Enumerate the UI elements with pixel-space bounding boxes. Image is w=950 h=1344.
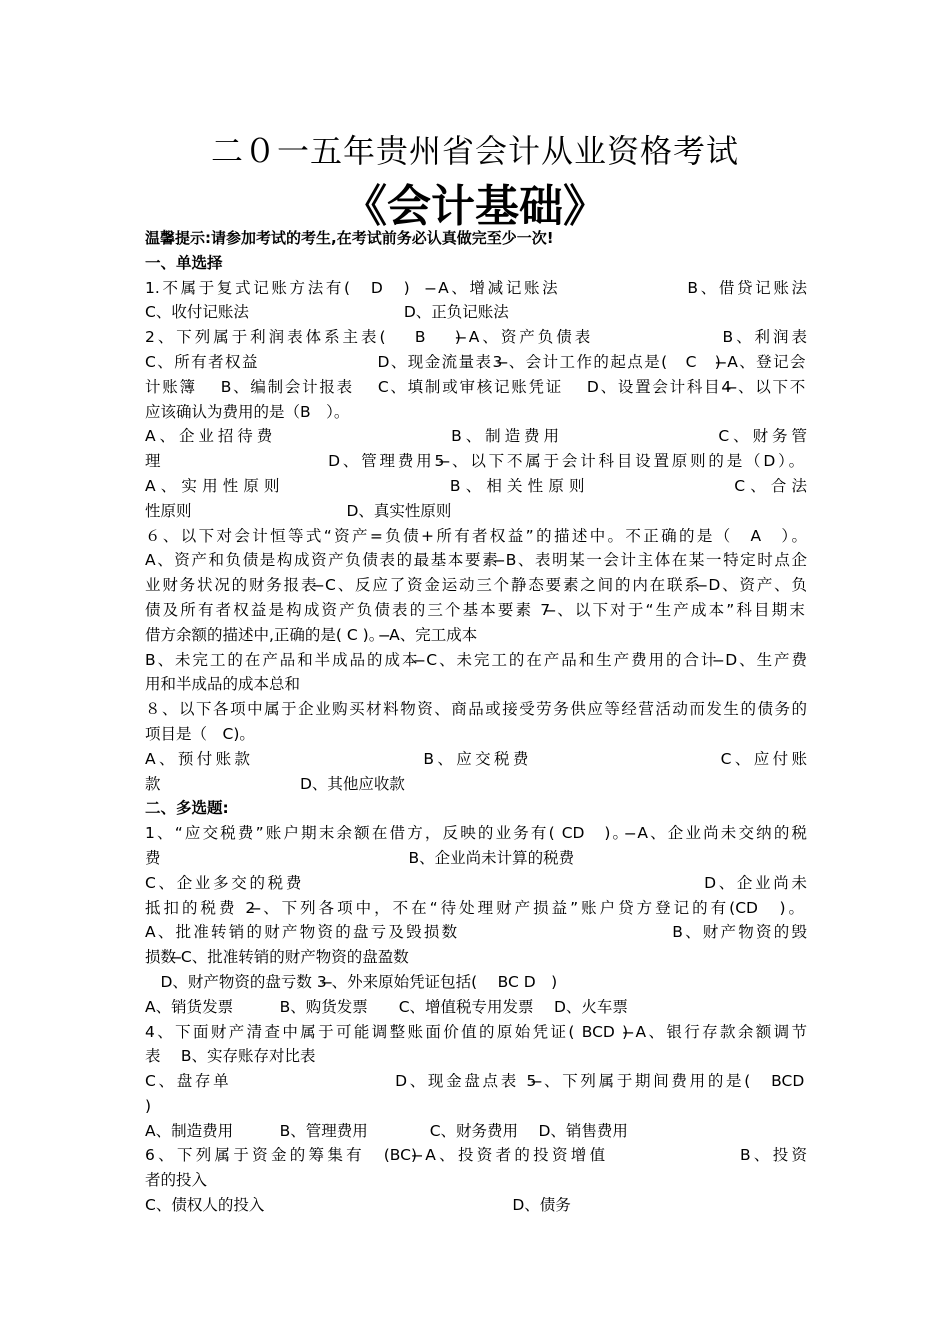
text-line: A、销货发票 B、购货发票 C、增值税专用发票 D、火车票 [145,997,628,1016]
text-line: 借方余额的描述中,正确的是( C )。 ̶A、完工成本 [145,625,478,644]
text-line: 债及所有者权益是构成资产负债表的三个基本要素 7 ̶、以下对于“生产成本”科目期末 [145,600,807,619]
text-line: 业财务状况的财务报表 ̶C、反应了资金运动三个静态要素之间的内在联系 ̶D、资产、负 [145,576,807,595]
text-line: 温馨提示:请参加考试的考生,在考试前务必认真做完至少一次! [145,229,554,247]
document-title: 二０一五年贵州省会计从业资格考试 [210,132,739,170]
text-line: 项目是（ C)。 [145,724,255,743]
text-line: A、预付账款 B、应交税费 C、应付账 [145,749,807,768]
text-line: ̶A、实用性原则 B、相关性原则 C、合法 [145,476,807,495]
text-line: 抵扣的税费 2 ̶、下列各项中，不在“待处理财产损益”账户贷方登记的有(CD )。 [145,898,807,917]
text-line: A、企业招待费 B、制造费用 C、财务管 [145,427,807,446]
text-line: C、所有者权益 D、现金流量表3 ̶、会计工作的起点是( C ) ̶A、登记会 [145,352,807,371]
text-line: ) [145,1096,152,1115]
text-line: ６、以下对会计恒等式“资产=负债+所有者权益”的描述中。不正确的是（ A ）。 [145,526,807,545]
text-line: C、收付记账法 D、正负记账法 [145,303,509,322]
text-line: C、债权人的投入 D、债务 [145,1196,571,1215]
text-line: 理 D、管理费用5 ̶、以下不属于会计科目设置原则的是（D）。 [145,452,807,471]
text-line: 一、单选择 [145,253,223,272]
text-line: 二、多选题: [145,799,229,818]
text-line: B、未完工的在产品和半成品的成本 ̶C、未完工的在产品和生产费用的合计 ̶D、生产费 [145,650,807,669]
text-line: 用和半成品的成本总和 [145,675,301,694]
text-line: 款 D、其他应收款 [145,774,405,793]
text-line: 者的投入 [145,1171,208,1190]
text-line: 1.不属于复式记账方法有( D ) ̶A、增减记账法 B、借贷记账法 [145,278,807,297]
text-line: 损数 ̶C、批准转销的财产物资的盘盈数 [145,948,409,967]
document-subtitle: 《会计基础》 [343,181,607,232]
text-line: 表 B、实存账存对比表 [145,1047,316,1066]
text-line: D、财产物资的盘亏数 3 ̶、外来原始凭证包括( BC D ) [145,972,558,991]
text-line: 性原则 D、真实性原则 [145,501,452,520]
document-body [145,226,807,1218]
text-line: A、资产和负债是构成资产负债表的最基本要素 ̶B、表明某一会计主体在某一特定时点企 [145,551,807,570]
text-line: 4、下面财产清查中属于可能调整账面价值的原始凭证( BCD ) ̶A、银行存款余额调节 [145,1022,807,1041]
text-line: A、制造费用 B、管理费用 C、财务费用 D、销售费用 [145,1121,628,1140]
text-line: ８、以下各项中属于企业购买材料物资、商品或接受劳务供应等经营活动而发生的债务的 [145,700,807,719]
text-line: 应该确认为费用的是（B ）。 [145,402,350,421]
text-line: 2、下列属于利润表体系主表( B ) ̶A、资产负债表 B、利润表 [145,328,807,347]
text-line: C、企业多交的税费 D、企业尚未 [145,873,807,892]
text-line: ̶A、批准转销的财产物资的盘亏及毁损数 B、财产物资的毁 [145,923,807,942]
text-line: C、盘存单 D、现金盘点表 5 ̶、下列属于期间费用的是( BCD [145,1072,805,1091]
text-line: 6、下列属于资金的筹集有 (BC) ̶A、投资者的投资增值 B、投资 [145,1146,807,1165]
text-line: 费 B、企业尚未计算的税费 [145,848,575,867]
text-line: 1、“应交税费”账户期末余额在借方，反映的业务有( CD )。 ̶A、企业尚未交纳的税 [145,824,807,843]
text-line: 计账簿 B、编制会计报表 C、填制或审核记账凭证 D、设置会计科目4 ̶、以下不 [145,377,807,396]
